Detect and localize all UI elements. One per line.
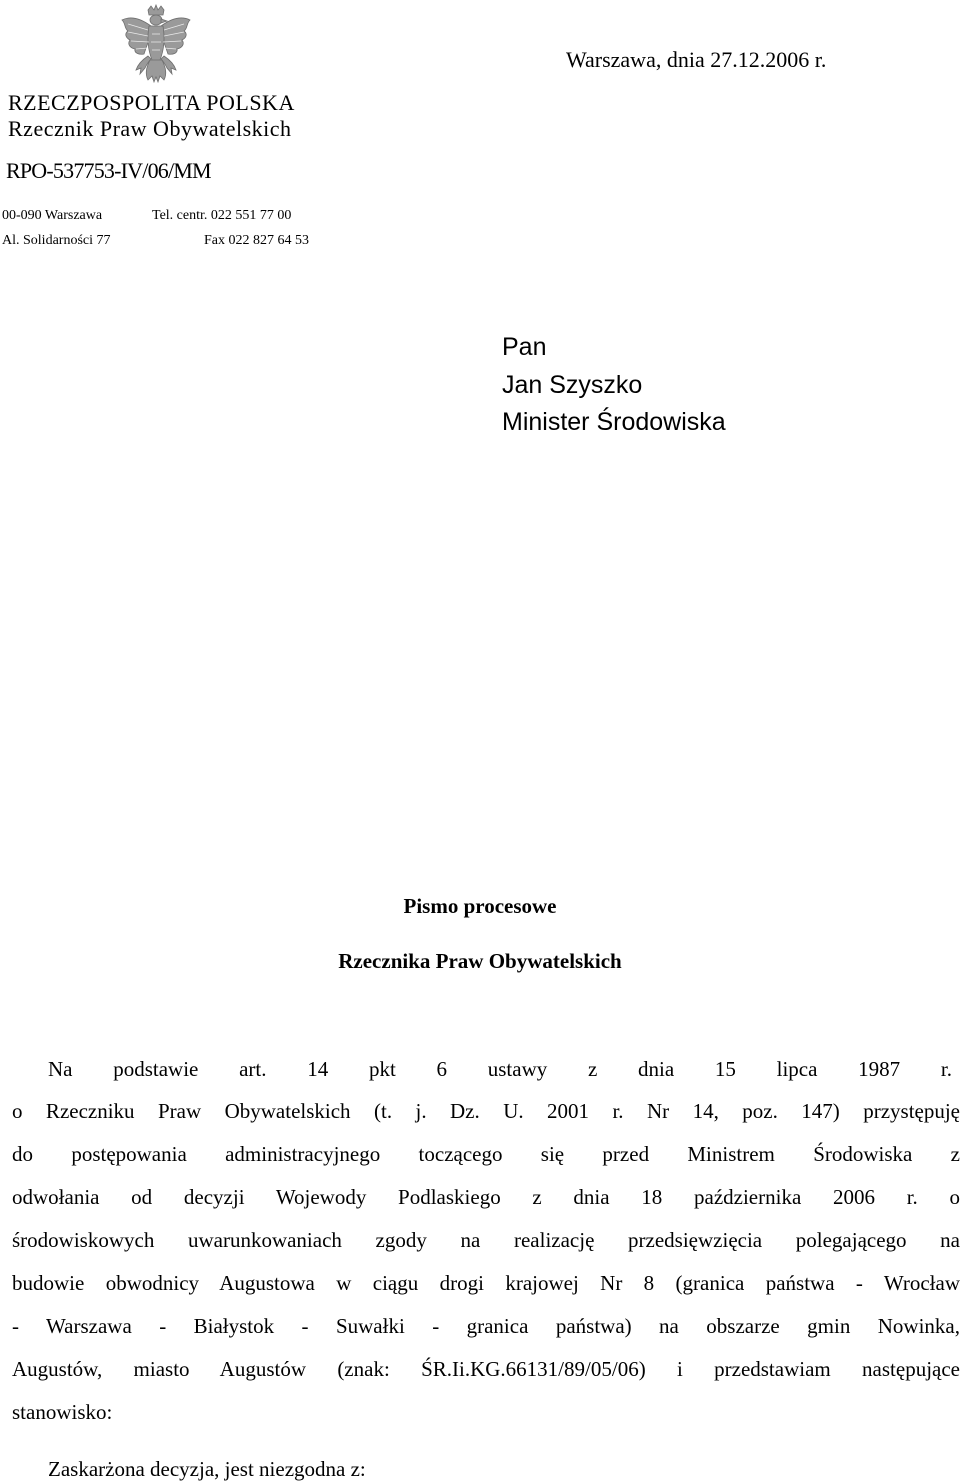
document-title-line1: Pismo procesowe [403, 894, 557, 918]
date-line: Warszawa, dnia 27.12.2006 r. [566, 47, 827, 72]
address-street: Al. Solidarności 77 [2, 233, 111, 248]
body-line-9: stanowisko: [12, 1400, 113, 1424]
body-line-3: do postępowania administracyjnego toczącego się przed Ministrem Środowiska z [12, 1142, 960, 1166]
polish-eagle-emblem-icon [118, 4, 194, 84]
closing-line: Zaskarżona decyzja, jest niezgodna z: [48, 1457, 366, 1481]
recipient-position: Minister Środowiska [502, 408, 726, 436]
recipient-name: Jan Szyszko [502, 371, 643, 399]
body-line-7: - Warszawa - Białystok - Suwałki - granica państwa) na obszarze gmin Nowinka, [12, 1314, 960, 1338]
reference-number: RPO-537753-IV/06/MM [6, 158, 211, 183]
body-line-8: Augustów, miasto Augustów (znak: ŚR.Ii.KG.66131/89/05/06) i przedstawiam następujące [12, 1357, 960, 1381]
recipient-salutation: Pan [502, 333, 547, 361]
fax-number: Fax 022 827 64 53 [204, 233, 309, 248]
office-name: Rzecznik Praw Obywatelskich [8, 116, 292, 141]
phone-number: Tel. centr. 022 551 77 00 [152, 208, 292, 223]
body-line-2: o Rzeczniku Praw Obywatelskich (t. j. Dz. U. 2001 r. Nr 14, poz. 147) przystępuję [12, 1099, 960, 1123]
body-line-5: środowiskowych uwarunkowaniach zgody na realizację przedsięwzięcia polegającego na [12, 1228, 960, 1252]
document-title-line2: Rzecznika Praw Obywatelskich [338, 949, 622, 973]
body-line-6: budowie obwodnicy Augustowa w ciągu drogi krajowej Nr 8 (granica państwa - Wrocław [12, 1271, 960, 1295]
body-line-1: Na podstawie art. 14 pkt 6 ustawy z dnia 15 lipca 1987 r. [48, 1057, 952, 1081]
institution-name: RZECZPOSPOLITA POLSKA [8, 90, 295, 115]
address-postal: 00-090 Warszawa [2, 208, 103, 223]
body-line-4: odwołania od decyzji Wojewody Podlaskiego z dnia 18 października 2006 r. o [12, 1185, 960, 1209]
